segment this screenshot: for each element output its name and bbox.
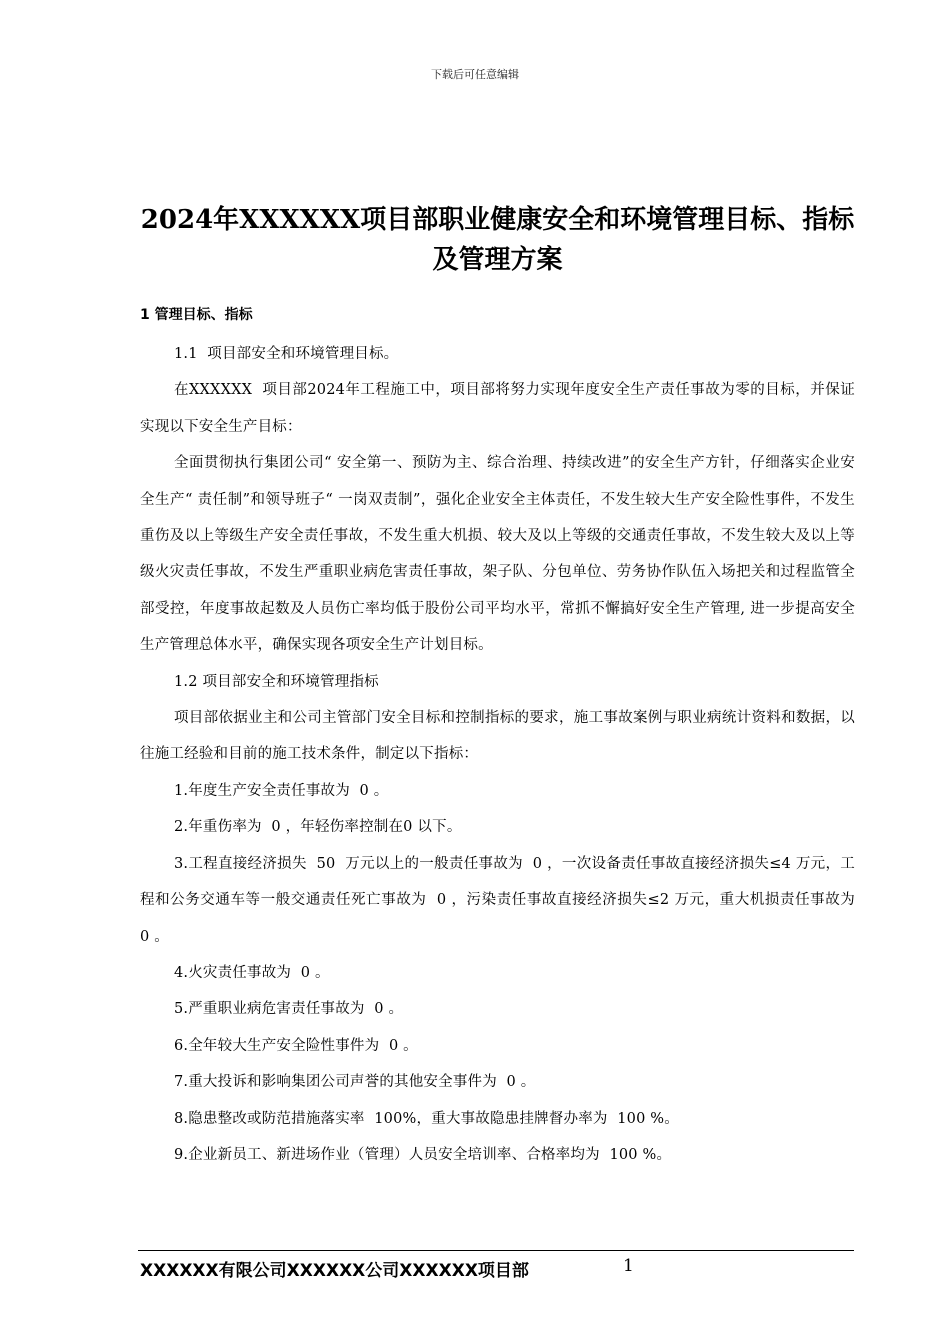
footer-divider — [138, 1250, 854, 1251]
indicator-item-6: 6.全年较大生产安全险性事件为 0 。 — [174, 1037, 418, 1054]
indicator-item-2: 2.年重伤率为 0 ，年轻伤率控制在0 以下。 — [174, 819, 462, 836]
paragraph-policy: 全面贯彻执行集团公司“ 安全第一、预防为主、综合治理、持续改进”的安全生产方针，仔细落实企业安全生产“ 责任制”和领导班子“ 一岗双责制”，强化企业安全主体责任，不发生较大生产安全险性事件，不发生重伤及以上等级生产安全责任事故，不发生重大机损、较大及以上等级的交通责任事故，不发生较大及以上等级火灾责任事故，不发生严重职业病危害责任事故，架子队、分包单位、劳务协作队伍入场把关和过程监管全部受控，年度事故起数及人员伤亡率均低于股份公司平均水平，常抓不懈搞好安全生产管理, 进一步提高安全生产管理总体水平，确保实现各项安全生产计划目标。 — [140, 455, 855, 654]
indicator-item-8: 8.隐患整改或防范措施落实率 100%，重大事故隐患挂牌督办率为 100 %。 — [174, 1110, 679, 1127]
section-heading: 1 管理目标、指标 — [140, 307, 253, 323]
paragraph-1-1-heading: 1.1 项目部安全和环境管理目标。 — [174, 346, 399, 362]
indicator-item-1: 1.年度生产安全责任事故为 0 。 — [174, 782, 389, 799]
indicator-item-4: 4.火灾责任事故为 0 。 — [174, 964, 330, 981]
footer-organization: XXXXXX有限公司XXXXXX公司XXXXXX项目部 — [140, 1261, 529, 1281]
document-body — [140, 336, 865, 1173]
document-title: 2024年XXXXXX项目部职业健康安全和环境管理目标、指标及管理方案 — [140, 205, 855, 275]
paragraph-basis: 项目部依据业主和公司主管部门安全目标和控制指标的要求，施工事故案例与职业病统计资料和数据，以往施工经验和目前的施工技术条件，制定以下指标： — [140, 710, 855, 763]
indicator-item-5: 5.严重职业病危害责任事故为 0 。 — [174, 1001, 404, 1018]
paragraph-intro: 在XXXXXX 项目部2024年工程施工中，项目部将努力实现年度安全生产责任事故为零的目标，并保证实现以下安全生产目标： — [140, 382, 855, 435]
header-note: 下载后可任意编辑 — [431, 68, 519, 81]
paragraph-1-2-heading: 1.2 项目部安全和环境管理指标 — [174, 673, 379, 690]
indicator-item-7: 7.重大投诉和影响集团公司声誉的其他安全事件为 0 。 — [174, 1074, 536, 1091]
indicator-item-9: 9.企业新员工、新进场作业（管理）人员安全培训率、合格率均为 100 %。 — [174, 1146, 672, 1163]
page-number: 1 — [623, 1256, 634, 1276]
indicator-item-3: 3.工程直接经济损失 50 万元以上的一般责任事故为 0 ，一次设备责任事故直接经济损失≤4 万元，工程和公务交通车等一般交通责任死亡事故为 0 ，污染责任事故直接经济损失≤2 万元，重大机损责任事故为 0 。 — [140, 855, 865, 945]
